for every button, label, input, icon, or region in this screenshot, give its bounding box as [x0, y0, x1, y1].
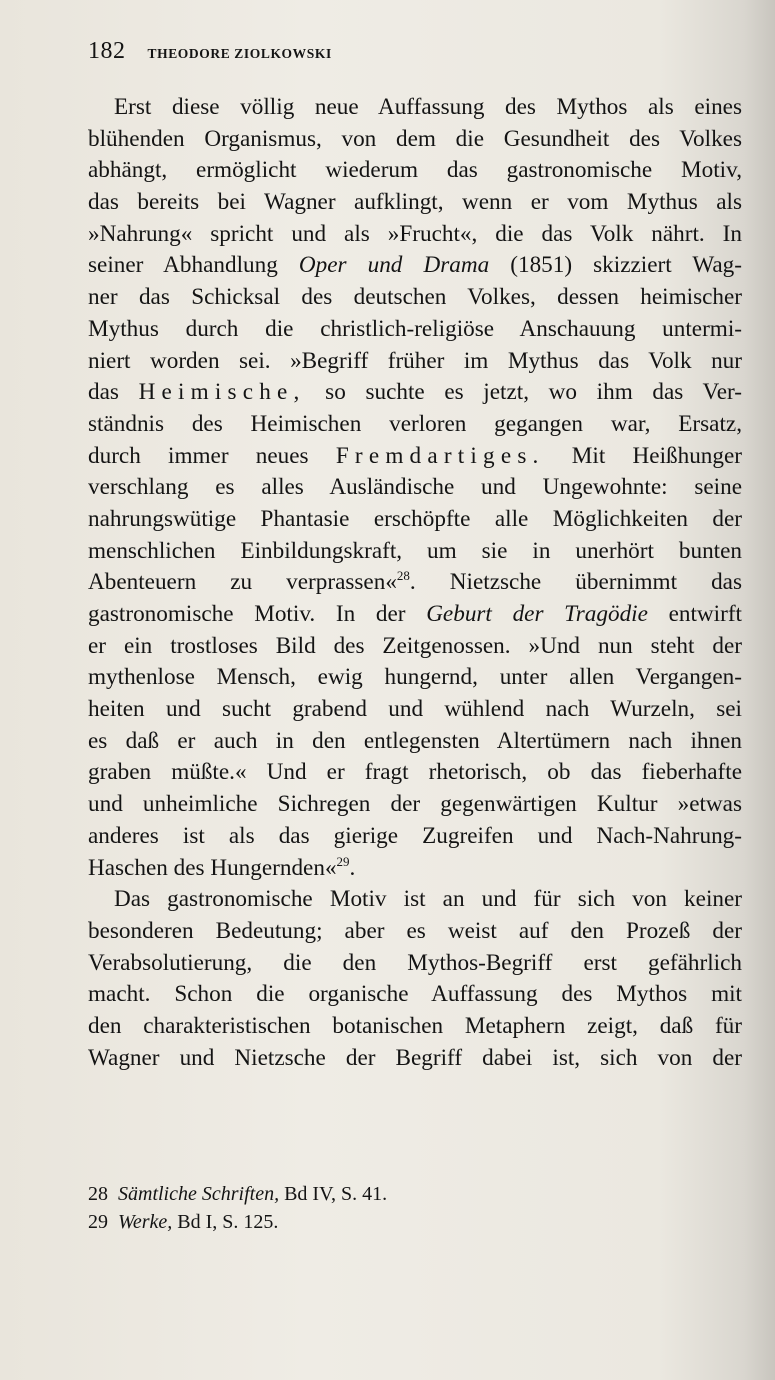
text-line: das bereits bei Wagner aufklingt, wenn er vom Mythus als [88, 189, 742, 216]
text-line: Verabsolutierung, die den Mythos-Begriff erst gefährlich [88, 949, 742, 976]
footnote [88, 1208, 748, 1236]
text-line: abhängt, ermöglicht wiederum das gastronomische Motiv, [88, 157, 742, 184]
text-line [88, 567, 742, 599]
text-line: blühenden Organismus, von dem die Gesundheit des Volkes [88, 125, 742, 152]
text-line: es daß er auch in den entlegensten Altertümern nach ihnen [88, 727, 742, 754]
page-number: 182 [88, 38, 126, 64]
text-run: . [349, 854, 356, 881]
text-line [88, 377, 742, 409]
text-run: so suchte es jetzt, wo ihm das Ver- [305, 379, 742, 406]
text-line [88, 441, 742, 473]
text-line: Das gastronomische Motiv ist an und für sich von keiner [114, 886, 742, 913]
text-run: durch immer neues [88, 442, 336, 469]
running-head: THEODORE ZIOLKOWSKI [147, 46, 332, 61]
text-line: Erst diese völlig neue Auffassung des Mythos als eines [114, 94, 742, 120]
text-line: niert worden sei. »Begriff früher im Mythus das Volk nur [88, 347, 742, 374]
text-line [88, 853, 742, 885]
text-line: anderes ist als das gierige Zugreifen und Nach-Nahrung- [88, 822, 742, 849]
text-run: entwirft [647, 601, 742, 627]
text-run: das [88, 379, 139, 406]
spaced-emphasis: Heimische, [138, 379, 306, 406]
text-run: Mit Heißhunger [544, 442, 742, 469]
text-line: verschlang es alles Ausländische und Ungewohnte: seine [88, 474, 742, 501]
body-text [88, 92, 742, 1074]
text-line: und unheimliche Sichregen der gegenwärtigen Kultur »etwas [88, 791, 742, 818]
text-line: Wagner und Nietzsche der Begriff dabei ist, sich von der [88, 1044, 742, 1071]
text-line: macht. Schon die organische Auffassung des Mythos mit [88, 981, 742, 1008]
footnote [88, 1180, 748, 1208]
spaced-emphasis: Fremdartiges. [335, 442, 545, 469]
footnotes [88, 1180, 748, 1236]
text-run: (1851) skizziert Wag- [489, 252, 742, 279]
text-line: er ein trostloses Bild des Zeitgenossen. »Und nun steht der [88, 632, 742, 659]
text-line [88, 599, 742, 631]
footnote-ref-text: Bd IV, S. 41. [279, 1183, 388, 1205]
text-run: . Nietzsche übernimmt das [409, 569, 742, 596]
text-line: mythenlose Mensch, ewig hungernd, unter allen Vergangen- [88, 664, 742, 691]
page-header [88, 38, 748, 68]
text-line [88, 250, 742, 282]
text-run: gastronomische Motiv. In der [88, 601, 427, 627]
text-line: »Nahrung« spricht und als »Frucht«, die das Volk nährt. In [88, 220, 742, 247]
text-line: graben müßte.« Und er fragt rhetorisch, ob das fieberhafte [88, 759, 742, 786]
work-title: Oper und Drama [298, 252, 490, 279]
text-run: seiner Abhandlung [88, 252, 299, 279]
text-line: besonderen Bedeutung; aber es weist auf den Prozeß der [88, 917, 742, 944]
footnote-title: Sämtliche Schriften, [118, 1183, 280, 1205]
footnote-number: 28 [88, 1183, 108, 1205]
footnote-number: 29 [88, 1211, 108, 1233]
footnote-title: Werke, [118, 1211, 173, 1233]
text-line: ner das Schicksal des deutschen Volkes, dessen heimischer [88, 284, 742, 311]
text-run: Abenteuern zu verprassen« [88, 569, 397, 596]
text-run: Haschen des Hungernden« [88, 854, 337, 881]
footnote-ref: 28 [396, 568, 410, 584]
footnote-ref: 29 [336, 853, 350, 869]
footnote-ref-text: Bd I, S. 125. [172, 1211, 279, 1233]
text-line: nahrungswütige Phantasie erschöpfte alle Möglichkeiten der [88, 505, 742, 532]
text-line: menschlichen Einbildungskraft, um sie in unerhört bunten [88, 537, 742, 564]
text-line: heiten und sucht grabend und wühlend nach Wurzeln, sei [88, 696, 742, 723]
text-line: ständnis des Heimischen verloren gegangen war, Ersatz, [88, 410, 742, 437]
work-title: Geburt der Tragödie [426, 601, 648, 627]
text-line: den charakteristischen botanischen Metaphern zeigt, daß für [88, 1012, 742, 1039]
text-line: Mythus durch die christlich-religiöse Anschauung untermi- [88, 315, 742, 342]
